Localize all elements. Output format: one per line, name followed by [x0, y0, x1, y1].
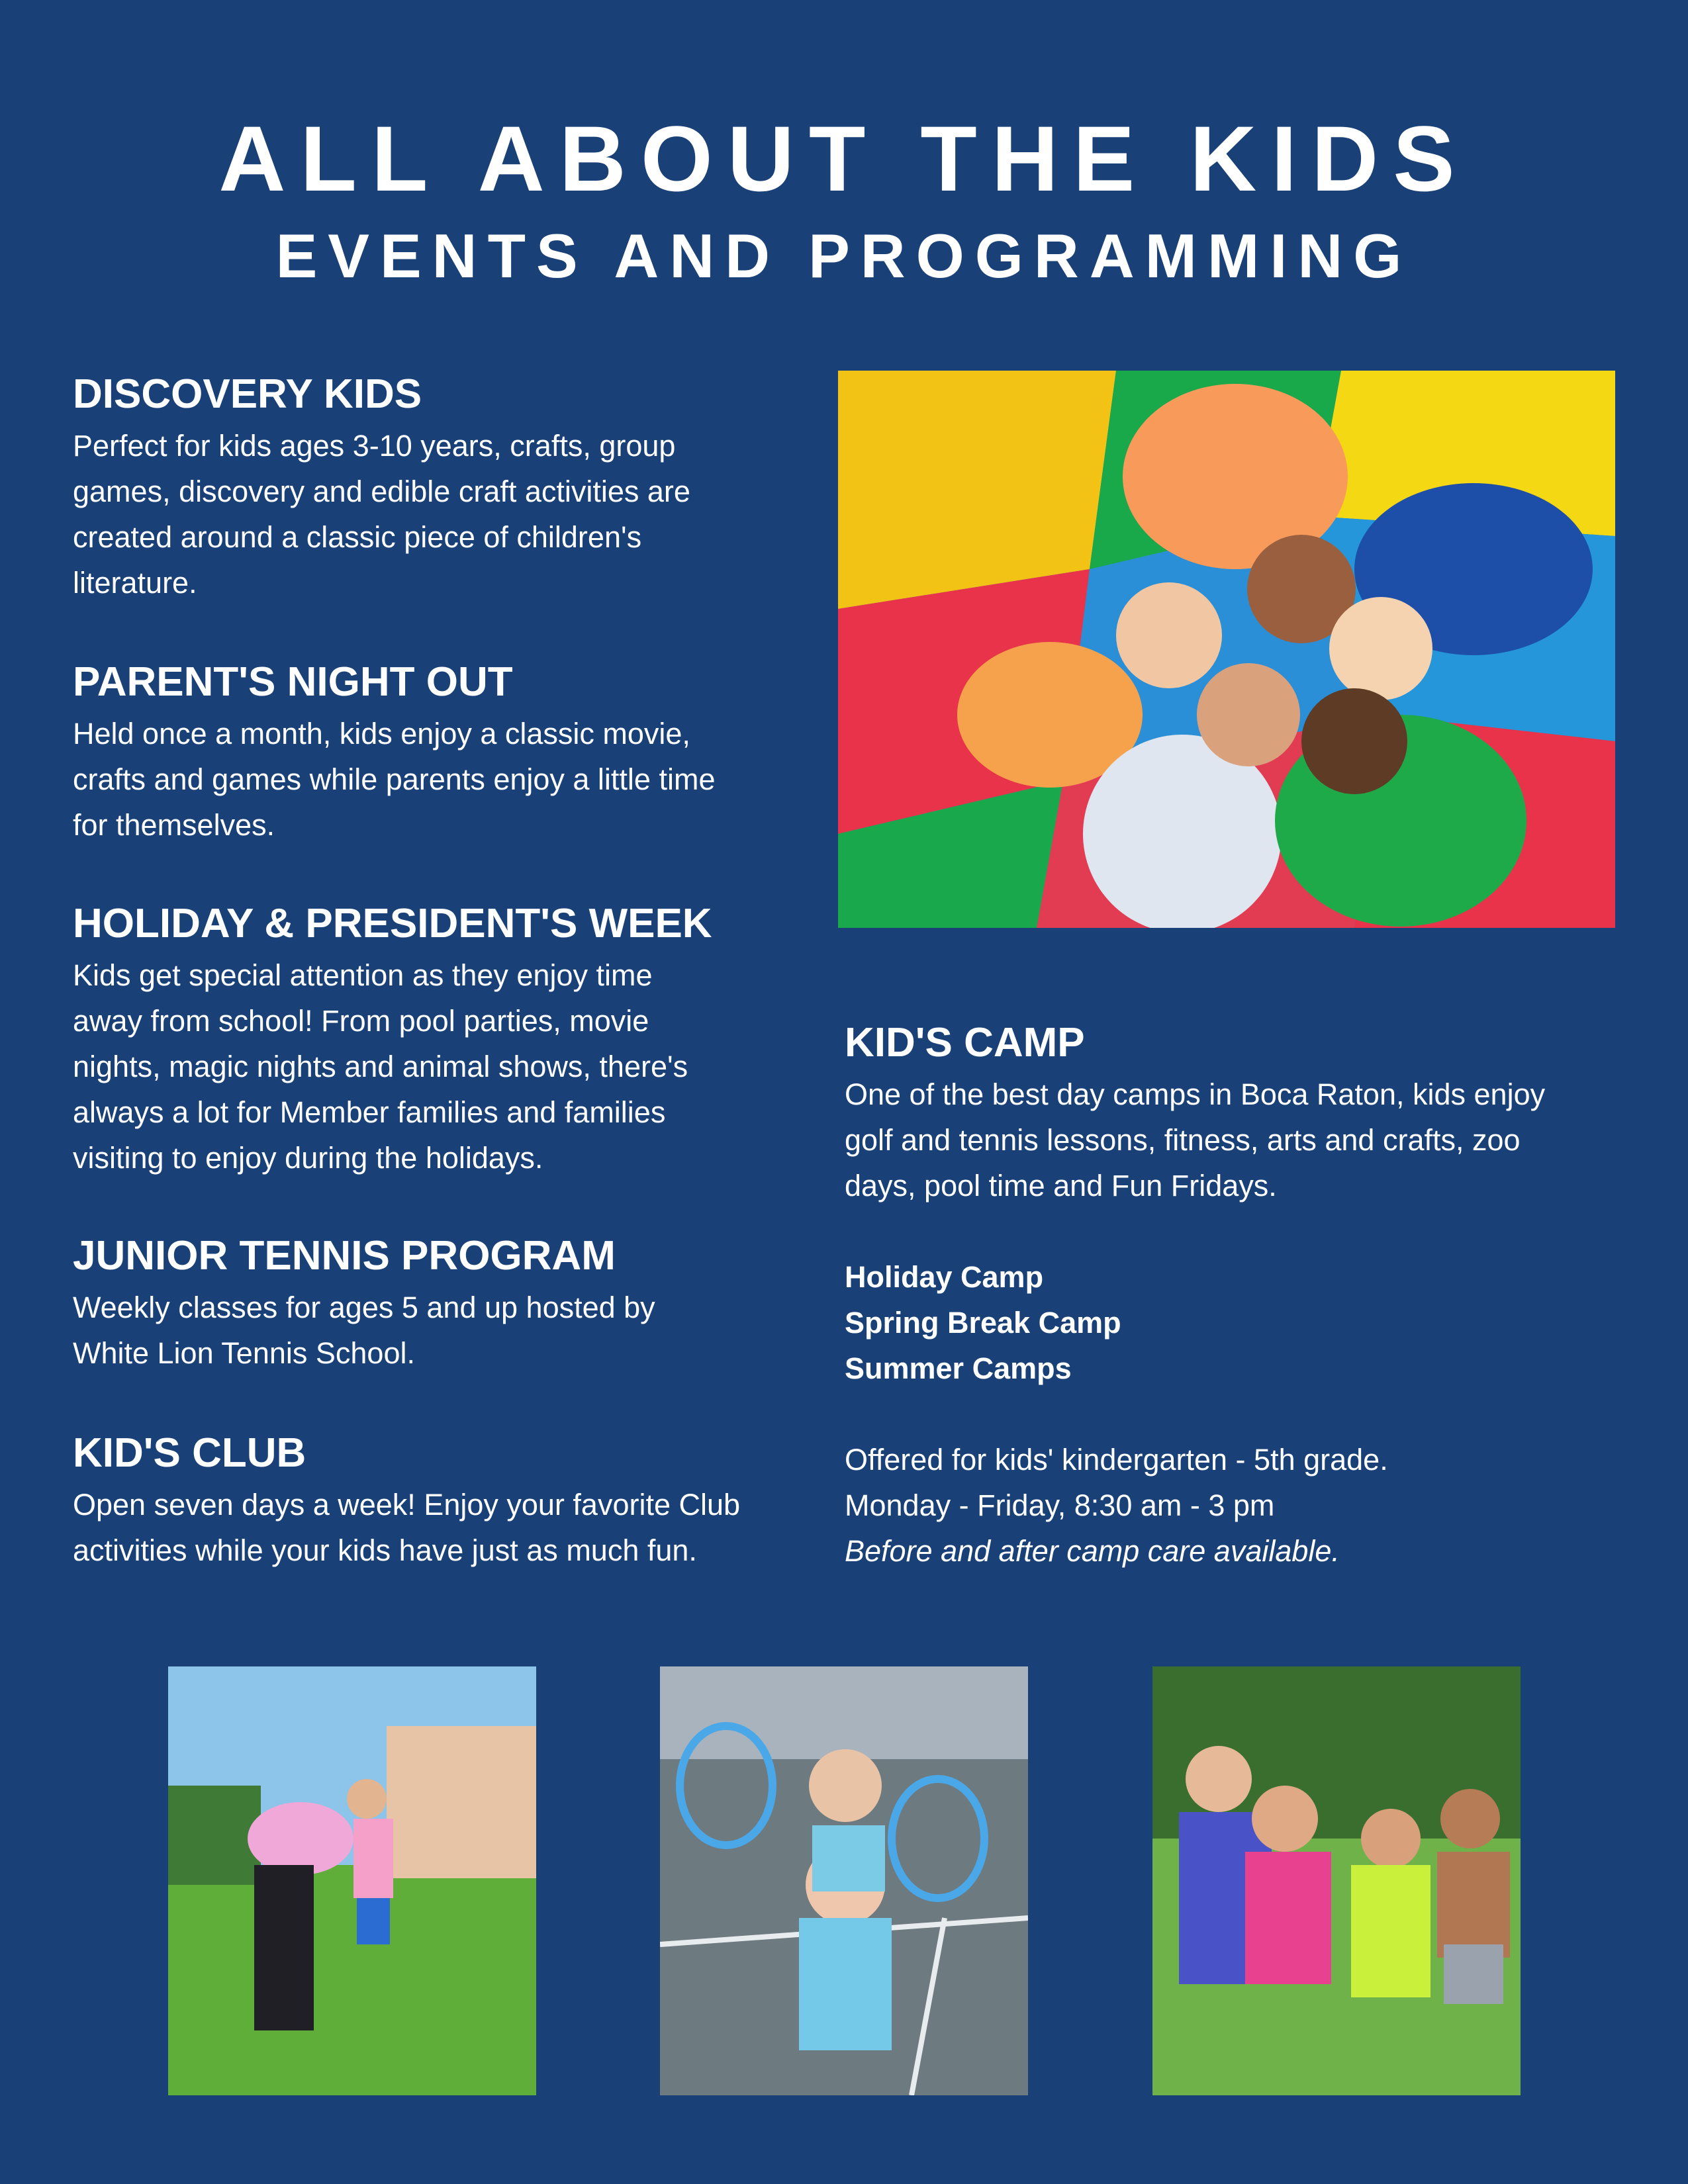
tennis-kids-photo	[660, 1666, 1028, 2095]
section-line: days, pool time and Fun Fridays.	[845, 1169, 1277, 1203]
camp-detail: Offered for kids' kindergarten - 5th grade.	[845, 1443, 1388, 1477]
section-discovery-kids	[73, 371, 801, 606]
section-kids-camp	[845, 1019, 1599, 1574]
section-heading: PARENT'S NIGHT OUT	[73, 659, 513, 705]
section-line: Held once a month, kids enjoy a classic movie,	[73, 717, 690, 751]
camp-kids-photo	[1152, 1666, 1521, 2095]
golf-lesson-photo	[168, 1666, 536, 2095]
section-line: White Lion Tennis School.	[73, 1336, 415, 1371]
section-line: Open seven days a week! Enjoy your favorite Club	[73, 1488, 741, 1522]
section-line: golf and tennis lessons, fitness, arts and crafts, zoo	[845, 1123, 1521, 1158]
section-line: activities while your kids have just as much fun.	[73, 1533, 697, 1568]
section-heading: KID'S CLUB	[73, 1430, 306, 1476]
section-line: visiting to enjoy during the holidays.	[73, 1141, 543, 1175]
section-heading: KID'S CAMP	[845, 1020, 1085, 1066]
section-line: Weekly classes for ages 5 and up hosted by	[73, 1291, 655, 1325]
section-line: games, discovery and edible craft activities are	[73, 475, 690, 509]
section-line: for themselves.	[73, 808, 275, 842]
section-holiday-presidents-week	[73, 900, 801, 1181]
section-line: Kids get special attention as they enjoy time	[73, 958, 653, 993]
section-heading: JUNIOR TENNIS PROGRAM	[73, 1233, 616, 1279]
page-subtitle: EVENTS AND PROGRAMMING	[275, 221, 1413, 291]
section-heading: HOLIDAY & PRESIDENT'S WEEK	[73, 901, 712, 946]
section-heading: DISCOVERY KIDS	[73, 371, 422, 417]
section-kids-club	[73, 1430, 801, 1573]
camp-name: Spring Break Camp	[845, 1306, 1121, 1340]
section-line: away from school! From pool parties, movie	[73, 1004, 649, 1038]
section-line: nights, magic nights and animal shows, there's	[73, 1050, 688, 1084]
page-title: ALL ABOUT THE KIDS	[218, 107, 1470, 210]
camp-name: Summer Camps	[845, 1351, 1072, 1386]
camp-detail: Monday - Friday, 8:30 am - 3 pm	[845, 1488, 1275, 1523]
camp-note: Before and after camp care available.	[845, 1534, 1340, 1569]
section-line: One of the best day camps in Boca Raton, kids enjoy	[845, 1077, 1546, 1112]
section-line: created around a classic piece of children's	[73, 520, 642, 555]
kids-circle-photo	[838, 371, 1615, 928]
camp-name: Holiday Camp	[845, 1260, 1044, 1295]
section-line: crafts and games while parents enjoy a little time	[73, 762, 716, 797]
section-parents-night-out	[73, 659, 801, 848]
section-junior-tennis	[73, 1232, 801, 1376]
section-line: Perfect for kids ages 3-10 years, crafts, group	[73, 429, 676, 463]
section-line: literature.	[73, 566, 197, 600]
section-line: always a lot for Member families and families	[73, 1095, 666, 1130]
